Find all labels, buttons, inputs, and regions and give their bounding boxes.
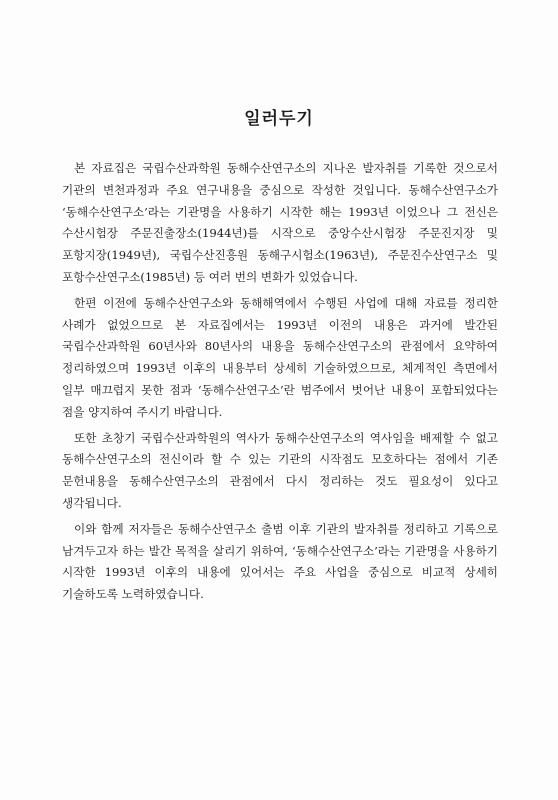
page-title: 일러두기 [244, 109, 314, 129]
paragraph-3: 또한 초창기 국립수산과학원의 역사가 동해수산연구소의 역사임을 배제할 수 없고 동해수산연구소의 전신이라 할 수 있는 기관의 시작점도 모호하다는 점에서 기존 문헌내용을 동해수산연구소의 관점에서 다시 정리하는 것도 필요성이 있다고 생각됩니다. [62, 430, 498, 510]
paragraph-1: 본 자료집은 국립수산과학원 동해수산연구소의 지나온 발자취를 기록한 것으로서 기관의 변천과정과 주요 연구내용을 중심으로 작성한 것입니다. 동해수산연구소가 ‘동해수산연구소’라는 기관명을 사용하기 시작한 해는 1993년 이었으나 그 전신은 수산시험장 주문진출장소(1944년)를 시작으로 중앙수산시험장 주문진지장 및 포항지장(1949년), 국립수산진흥원 동해구시험소(1963년), 주문진수산연구소 및 포항수산연구소(1985년) 등 여러 번의 변화가 있었습니다. [62, 161, 498, 284]
document-body [62, 158, 498, 610]
paragraph-4: 이와 함께 저자들은 동해수산연구소 출범 이후 기관의 발자취를 정리하고 기록으로 남겨두고자 하는 발간 목적을 살리기 위하여, ‘동해수산연구소’라는 기관명을 사용하기 시작한 1993년 이후의 내용에 있어서는 주요 사업을 중심으로 비교적 상세히 기술하도록 노력하였습니다. [62, 521, 498, 602]
paragraph-2: 한편 이전에 동해수산연구소와 동해해역에서 수행된 사업에 대해 자료를 정리한 사례가 없었으므로 본 자료집에서는 1993년 이전의 내용은 과거에 발간된 국립수산과학원 60년사와 80년사의 내용을 동해수산연구소의 관점에서 요약하여 정리하였으며 1993년 이후의 내용부터 상세히 기술하였으므로, 체계적인 측면에서 일부 매끄럽지 못한 점과 ‘동해수산연구소’란 범주에서 벗어난 내용이 포함되었다는 점을 양지하여 주시기 바랍니다. [62, 295, 498, 419]
